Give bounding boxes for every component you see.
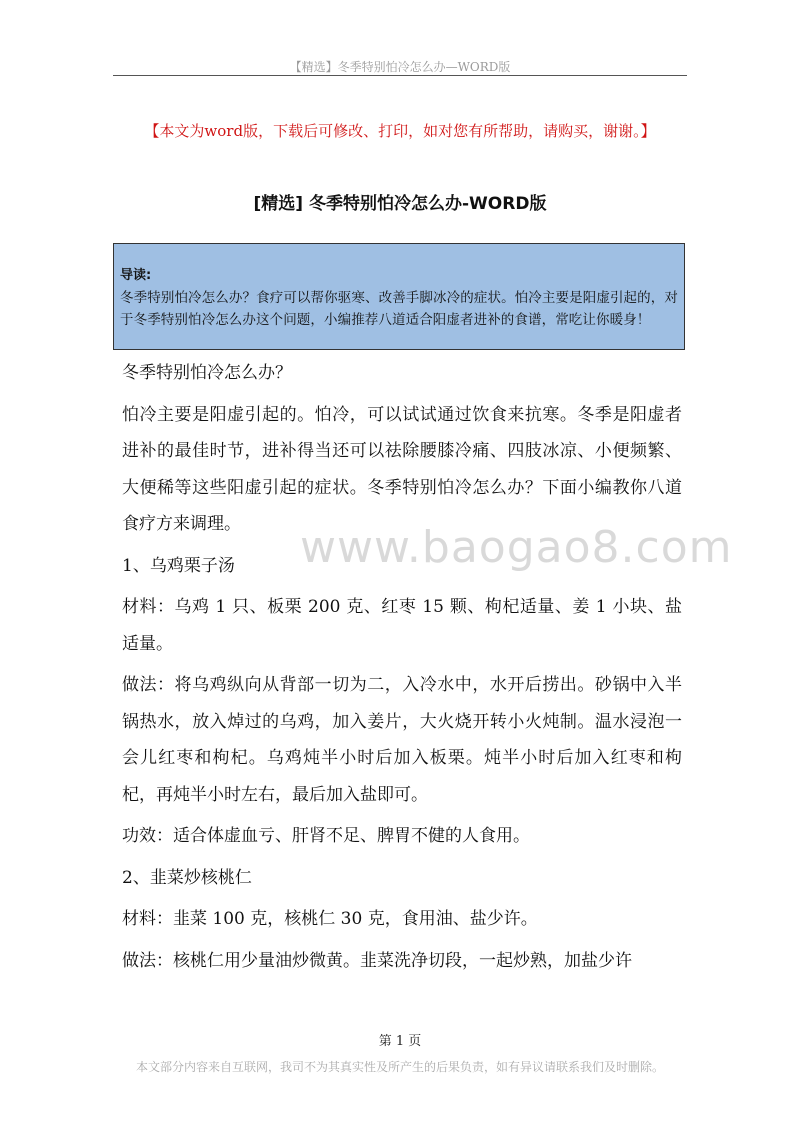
paragraph-question: 冬季特别怕冷怎么办？ xyxy=(122,363,292,383)
purchase-notice: 【本文为word版，下载后可修改、打印，如对您有所帮助，请购买，谢谢。】 xyxy=(144,122,656,140)
document-title: [精选] 冬季特别怕冷怎么办-WORD版 xyxy=(253,194,547,214)
intro-label: 导读: xyxy=(120,268,152,283)
recipe-1-ingredients: 材料：乌鸡 1 只、板栗 200 克、红枣 15 颗、枸杞适量、姜 1 小块、盐适量。 xyxy=(122,597,682,654)
recipe-2-ingredients: 材料：韭菜 100 克，核桃仁 30 克，食用油、盐少许。 xyxy=(122,909,538,929)
intro-body: 冬季特别怕冷怎么办？食疗可以帮你驱寒、改善手脚冰冷的症状。怕冷主要是阳虚引起的，对于冬季特别怕冷怎么办这个问题，小编推荐八道适合阳虚者进补的食谱，常吃让你暖身！ xyxy=(120,290,678,328)
footer-disclaimer: 本文部分内容来自互联网，我司不为其真实性及所产生的后果负责，如有异议请联系我们及时删除。 xyxy=(135,1060,664,1074)
article-body xyxy=(122,355,682,984)
recipe-2-method: 做法：核桃仁用少量油炒微黄。韭菜洗净切段，一起炒熟，加盐少许 xyxy=(122,950,632,971)
page-number: 第 1 页 xyxy=(378,1034,422,1049)
header-divider xyxy=(113,75,687,76)
recipe-2-heading: 2、韭菜炒核桃仁 xyxy=(122,867,252,888)
recipe-1-method: 做法：将乌鸡纵向从背部一切为二，入冷水中，水开后捞出。砂锅中入半锅热水，放入焯过的乌鸡，加入姜片，大火烧开转小火炖制。温水浸泡一会儿红枣和枸杞。乌鸡炖半小时后加入板栗。炖半小时后加入红枣和枸杞，再炖半小时左右，最后加入盐即可。 xyxy=(122,675,682,805)
recipe-1-benefits: 功效：适合体虚血亏、肝肾不足、脾胃不健的人食用。 xyxy=(122,826,530,846)
paragraph-explanation: 怕冷主要是阳虚引起的。怕冷，可以试试通过饮食来抗寒。冬季是阳虚者进补的最佳时节，进补得当还可以祛除腰膝冷痛、四肢冰凉、小便频繁、大便稀等这些阳虚引起的症状。冬季特别怕冷怎么办？下面小编教你八道食疗方来调理。 xyxy=(122,404,682,534)
watermark: www.baogao8.com xyxy=(300,522,733,573)
recipe-1-heading: 1、乌鸡栗子汤 xyxy=(122,555,235,576)
intro-box xyxy=(113,243,685,350)
running-header: 【精选】冬季特别怕冷怎么办—WORD版 xyxy=(289,60,511,74)
